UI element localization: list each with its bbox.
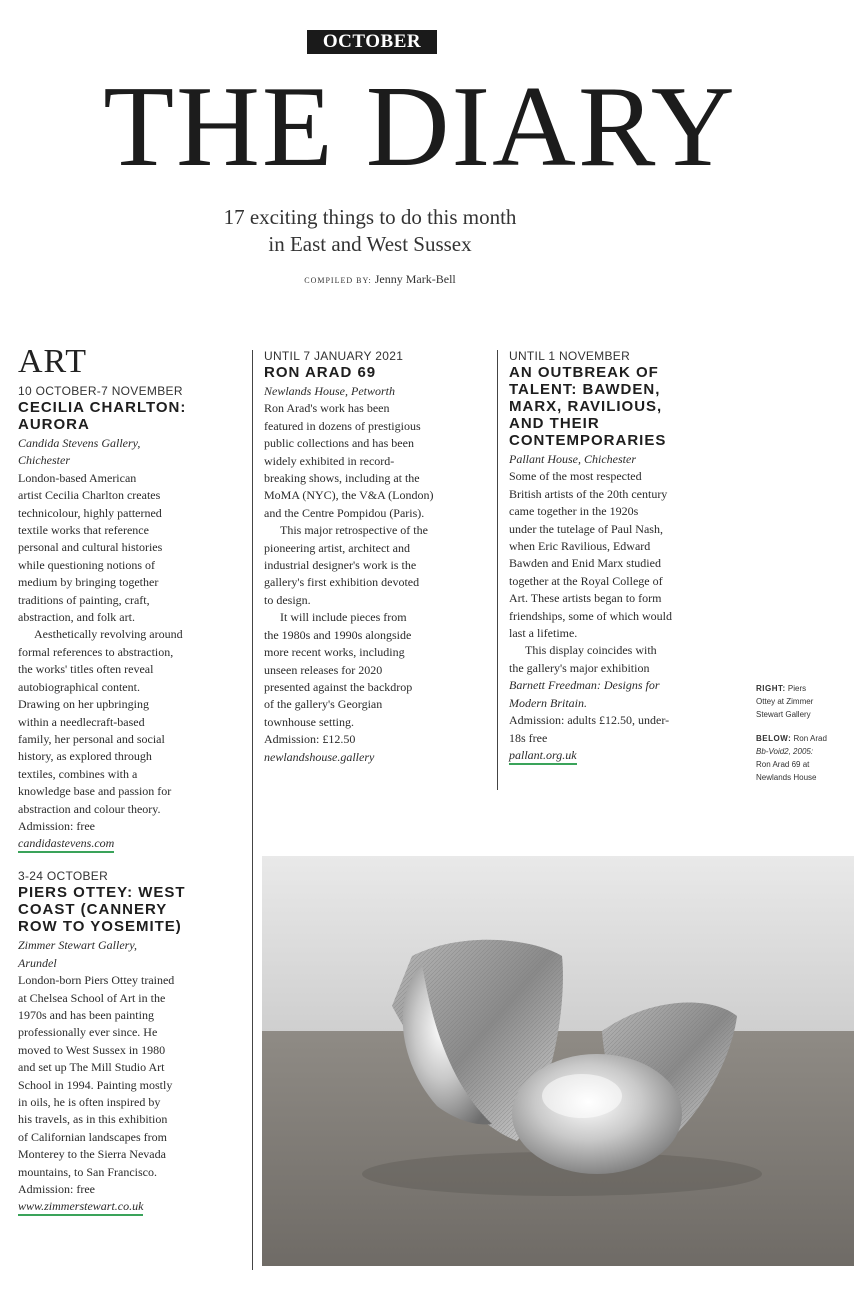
event-piers-ottey (18, 869, 244, 1216)
venue-line: Zimmer Stewart Gallery, (18, 938, 137, 953)
admission: 18s free (509, 730, 548, 745)
text-line: together at the Royal College of (509, 573, 663, 588)
text-line: under the tutelage of Paul Nash, (509, 521, 663, 536)
website-link[interactable]: newlandshouse.gallery (264, 749, 375, 764)
text-line: abstraction, and folk art. (18, 610, 135, 625)
admission: Admission: free (18, 1182, 95, 1197)
sculpture-photo (262, 856, 854, 1266)
sculpture-image (262, 856, 854, 1266)
text-line: townhouse setting. (264, 714, 354, 729)
title-line: CECILIA CHARLTON: (18, 399, 187, 416)
photo-caption (756, 682, 848, 784)
website-link[interactable]: candidastevens.com (18, 836, 114, 853)
text-line: at Chelsea School of Art in the (18, 990, 166, 1005)
text-line: while questioning notions of (18, 557, 155, 572)
event-date: 10 OCTOBER-7 NOVEMBER (18, 384, 183, 398)
text-line: London-born Piers Ottey trained (18, 973, 175, 988)
text-line: Drawing on her upbringing (18, 697, 149, 712)
event-date: UNTIL 1 NOVEMBER (509, 349, 631, 363)
text-line: personal and cultural histories (18, 540, 163, 555)
caption-label: BELOW: (756, 734, 792, 743)
text-line: abstraction and colour theory. (18, 801, 161, 816)
title-line: COAST (CANNERY (18, 901, 168, 919)
text-line: the 1980s and 1990s alongside (264, 627, 412, 642)
text-line: breaking shows, including at the (264, 471, 420, 486)
text-line: textiles, combines with a (18, 766, 138, 781)
text-line: in oils, he is often inspired by (18, 1095, 161, 1109)
event-venue (18, 435, 244, 470)
text-line: Some of the most respected (509, 469, 642, 484)
text-line: family, her personal and social (18, 731, 165, 746)
event-title (18, 399, 244, 433)
text-line: pioneering artist, architect and (264, 540, 410, 555)
text-line: mountains, to San Francisco. (18, 1164, 157, 1179)
paragraph (18, 626, 244, 817)
title-line: TALENT: BAWDEN, (509, 381, 661, 398)
month-badge: OCTOBER (307, 30, 437, 54)
title-line: CONTEMPORARIES (509, 432, 667, 449)
caption-text: Ron Arad (793, 734, 827, 743)
section-title: ART (18, 343, 87, 380)
title-line: ROW TO YOSEMITE) (18, 918, 182, 936)
event-venue (18, 937, 244, 972)
event-venue: Newlands House, Petworth (264, 384, 395, 398)
text-line: Barnett Freedman: Designs for (509, 678, 660, 693)
subtitle-line: 17 exciting things to do this month (223, 205, 517, 229)
paragraph (18, 470, 244, 627)
column-divider (497, 350, 498, 790)
title-line: AND THEIR (509, 415, 600, 432)
text-line: Aesthetically revolving around (34, 627, 183, 642)
title-line: MARX, RAVILIOUS, (509, 398, 663, 415)
text-line: the gallery's major exhibition (509, 660, 650, 675)
event-venue: Pallant House, Chichester (509, 452, 636, 466)
caption-text: Ron Arad 69 at (756, 760, 810, 769)
text-line: more recent works, including (264, 645, 405, 660)
caption-text: Bb-Void2, 2005: (756, 747, 814, 756)
masthead-title: THE DIARY (103, 63, 737, 191)
text-line: 1970s and has been painting (18, 1007, 154, 1022)
column-1 (18, 342, 244, 1216)
paragraph (509, 642, 737, 712)
text-line: artist Cecilia Charlton creates (18, 488, 161, 503)
website-link[interactable]: www.zimmerstewart.co.uk (18, 1199, 143, 1216)
text-line: This display coincides with (525, 643, 657, 658)
text-line: technicolour, highly patterned (18, 505, 162, 520)
text-line: came together in the 1920s (509, 504, 639, 519)
venue-line: Arundel (18, 955, 57, 970)
compiled-by (220, 272, 540, 287)
website-link[interactable]: pallant.org.uk (509, 748, 577, 765)
text-line: history, as explored through (18, 749, 152, 764)
paragraph (509, 468, 737, 642)
caption-label: RIGHT: (756, 684, 786, 693)
compiled-label: COMPILED BY: (304, 276, 372, 285)
venue-line: Candida Stevens Gallery, (18, 436, 141, 450)
text-line: when Eric Ravilious, Edward (509, 539, 651, 554)
text-line: autobiographical content. (18, 679, 140, 694)
text-line: public collections and has been (264, 436, 414, 451)
text-line: knowledge base and passion for (18, 784, 172, 799)
paragraph (264, 522, 492, 609)
caption-text: Ottey at Zimmer (756, 697, 814, 706)
text-line: and the Centre Pompidou (Paris). (264, 505, 425, 520)
text-line: formal references to abstraction, (18, 644, 174, 659)
text-line: textile works that reference (18, 523, 149, 538)
paragraph (18, 972, 244, 1181)
title-line: AURORA (18, 416, 90, 433)
title-line: PIERS OTTEY: WEST (18, 884, 186, 902)
text-line: Modern Britain. (509, 695, 587, 710)
event-date: 3-24 OCTOBER (18, 869, 109, 884)
paragraph (264, 400, 492, 522)
event-cecilia-charlton (18, 384, 244, 853)
event-date: UNTIL 7 JANUARY 2021 (264, 349, 404, 363)
caption-text: Stewart Gallery (756, 710, 811, 719)
admission: Admission: adults £12.50, under- (509, 713, 670, 728)
text-line: MoMA (NYC), the V&A (London) (264, 488, 434, 503)
text-line: to design. (264, 592, 311, 607)
text-line: his travels, as in this exhibition (18, 1112, 168, 1127)
text-line: and set up The Mill Studio Art (18, 1060, 165, 1075)
text-line: Ron Arad's work has been (264, 401, 390, 416)
text-line: medium by bringing together (18, 575, 159, 590)
column-divider (252, 350, 253, 1270)
text-line: last a lifetime. (509, 626, 578, 641)
event-title (509, 364, 737, 449)
text-line: This major retrospective of the (280, 523, 428, 538)
compiled-name: Jenny Mark-Bell (374, 272, 456, 286)
text-line: industrial designer's work is the (264, 558, 417, 573)
text-line: It will include pieces from (280, 610, 407, 625)
text-line: unseen releases for 2020 (264, 662, 383, 677)
event-title (18, 884, 244, 935)
text-line: School in 1994. Painting mostly (18, 1077, 173, 1092)
text-line: of the gallery's Georgian (264, 697, 383, 712)
text-line: friendships, some of which would (509, 608, 672, 623)
subtitle (170, 204, 570, 258)
text-line: professionally ever since. He (18, 1025, 158, 1040)
caption-text: Piers (787, 684, 807, 693)
text-line: widely exhibited in record- (264, 453, 395, 468)
text-line: of Californian landscapes from (18, 1129, 167, 1144)
text-line: the works' titles often reveal (18, 662, 154, 677)
venue-line: Chichester (18, 453, 70, 468)
text-line: presented against the backdrop (264, 679, 413, 694)
text-line: gallery's first exhibition devoted (264, 575, 420, 590)
text-line: moved to West Sussex in 1980 (18, 1042, 166, 1057)
text-line: featured in dozens of prestigious (264, 418, 421, 433)
admission: Admission: £12.50 (264, 732, 356, 747)
text-line: Bawden and Enid Marx studied (509, 556, 661, 571)
text-line: Art. These artists began to form (509, 591, 662, 606)
caption-text: Newlands House (756, 773, 817, 782)
title-line: AN OUTBREAK OF (509, 364, 659, 381)
paragraph (264, 609, 492, 731)
text-line: British artists of the 20th century (509, 486, 668, 501)
text-line: Monterey to the Sierra Nevada (18, 1147, 166, 1162)
admission: Admission: free (18, 818, 95, 833)
text-line: within a needlecraft-based (18, 714, 145, 729)
event-title: RON ARAD 69 (264, 364, 377, 381)
column-2 (264, 347, 492, 766)
text-line: London-based American (18, 470, 137, 485)
column-3 (509, 347, 737, 765)
subtitle-line: in East and West Sussex (268, 232, 472, 256)
text-line: traditions of painting, craft, (18, 592, 150, 607)
